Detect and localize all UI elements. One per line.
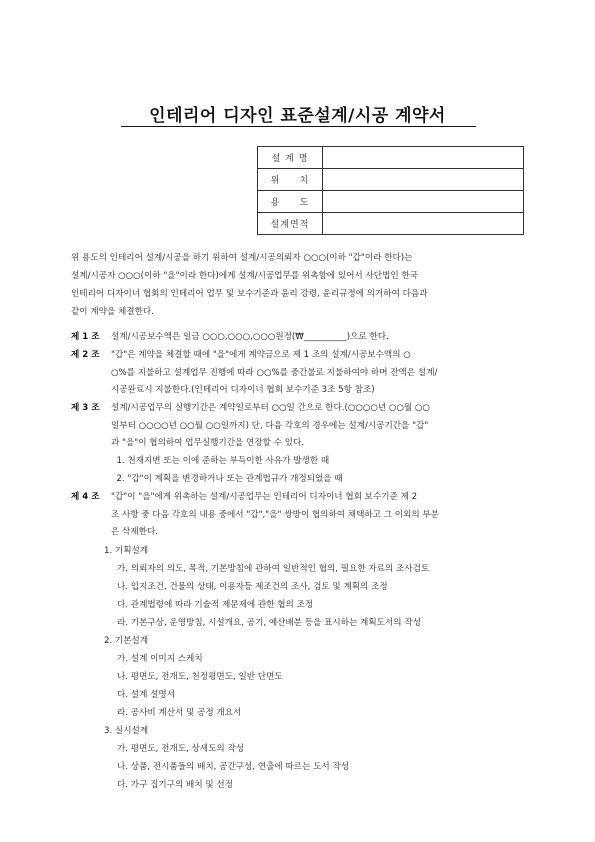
section-item: 나. 입지조건, 건물의 상태, 이용자등 제조건의 조사, 검토 및 계획의 조정 xyxy=(117,582,388,592)
article-line: 시공완료시 지불한다.(인테리어 디자이너 협회 보수기준 3조 5항 참조) xyxy=(111,385,375,396)
article-line: 은 삭제한다. xyxy=(111,527,158,538)
section-item: 나. 상품, 전시품들의 배치, 공간구성, 연출에 따르는 도서 작성 xyxy=(117,762,350,772)
info-label-design-name: 설 계 명 xyxy=(258,147,323,169)
article-line: 2. "갑"이 계획을 변경하거나 또는 관계법규가 개정되었을 때 xyxy=(111,473,343,484)
section-heading: 1. 기획설계 xyxy=(104,546,149,556)
document-title: 인테리어 디자인 표준설계/시공 계약서 xyxy=(149,106,446,126)
section-item: 다. 설계 설명서 xyxy=(117,690,176,700)
article-number: 제 4 조 xyxy=(71,492,100,502)
section-item: 다. 가구 집기구의 배치 및 선정 xyxy=(117,780,234,790)
article-4 xyxy=(71,489,527,542)
article-number: 제 1 조 xyxy=(71,332,100,342)
intro-paragraph xyxy=(71,249,526,321)
article-2 xyxy=(71,347,527,400)
article-3 xyxy=(71,400,527,489)
info-value-design-area[interactable] xyxy=(323,213,524,235)
info-label-purpose: 용 도 xyxy=(258,191,323,213)
article-number: 제 3 조 xyxy=(71,403,100,413)
intro-line: 위 용도의 인테리어 설계/시공을 하기 위하여 설계/시공의뢰자 ○○○(이하 "갑"이라 한다)는 xyxy=(71,253,413,263)
section-item: 다. 관계법령에 따라 기술적 제문제에 관한 협의 조정 xyxy=(117,600,314,610)
info-value-purpose[interactable] xyxy=(323,191,524,213)
section-item: 나. 평면도, 전개도, 천정평면도, 일반 단면도 xyxy=(117,672,283,682)
info-label-design-area: 설계면적 xyxy=(258,213,323,235)
title-underline xyxy=(121,126,476,127)
section-heading: 2. 기본설계 xyxy=(104,636,149,646)
section-item: 가. 평면도, 전개도, 상세도의 작성 xyxy=(117,744,245,754)
article-line: ○%를 지불하고 설계업무 진행에 따라 ○○%를 중간불로 지불하여야 하며 잔액은 설계/ xyxy=(111,367,438,378)
info-value-design-name[interactable] xyxy=(323,147,524,169)
info-row xyxy=(258,147,524,169)
article-line: "갑"이 "을"에게 위촉하는 설계/시공업무는 인테리어 디자이너 협회 보수기준 제 2 xyxy=(111,492,418,502)
section-item: 가. 의뢰자의 의도, 목적, 기본방침에 관하여 일반적인 협의, 필요한 자료의 조사검토 xyxy=(117,564,430,574)
section-item: 라. 기본구상, 운영방침, 시설개요, 공기, 예산배분 등을 표시하는 계획도서의 작성 xyxy=(117,618,421,628)
section-item: 라. 공사비 계산서 및 공정 개요서 xyxy=(117,708,242,718)
intro-line: 같이 계약을 체결한다. xyxy=(71,307,154,317)
project-info-table xyxy=(257,146,524,235)
info-row xyxy=(258,191,524,213)
info-value-location[interactable] xyxy=(323,169,524,191)
article-line: 설계/시공업무의 실행기간은 계약일로부터 ○○일 간으로 한다.(○○○○년 ○○월 ○○ xyxy=(111,403,430,413)
info-row xyxy=(258,169,524,191)
intro-line: 설계/시공자 ○○○(이하 "을"이라 한다)에게 설계/시공업무를 위촉함에 있어서 사단법인 한국 xyxy=(71,271,419,281)
info-row xyxy=(258,213,524,235)
intro-line: 인테리어 디자이너 협회의 인테리어 업무 및 보수기준과 윤리 강령, 윤리규정에 의거하여 다음과 xyxy=(71,289,428,299)
section-heading: 3. 실시설계 xyxy=(104,726,149,736)
article-line: 설계/시공보수액은 일금 ○○○,○○○,○○○원정(₩__________)으로 한다. xyxy=(111,332,389,342)
article-line: "갑"은 계약을 체결할 때에 "을"에게 계약금으로 제 1 조의 설계/시공보수액의 ○ xyxy=(111,350,411,360)
article-1 xyxy=(71,329,527,347)
article-number: 제 2 조 xyxy=(71,350,100,360)
article-line: 과 "을"이 협의하여 업무실행기간을 연장할 수 있다. xyxy=(111,438,305,449)
article-line: 조 사항 중 다음 각호의 내용 중에서 "갑","을" 쌍방이 협의하여 채택하고 그 이외의 부분 xyxy=(111,509,440,520)
section-item: 가. 설계 이미지 스케치 xyxy=(117,654,203,664)
info-label-location: 위 치 xyxy=(258,169,323,191)
article-line: 1. 천재지변 또는 이에 준하는 부득이한 사유가 발생한 때 xyxy=(111,456,330,467)
article-line: 일부터 ○○○○년 ○○월 ○○일까지) 단, 다음 각호의 경우에는 설계/시공기간을 "갑" xyxy=(111,420,429,431)
